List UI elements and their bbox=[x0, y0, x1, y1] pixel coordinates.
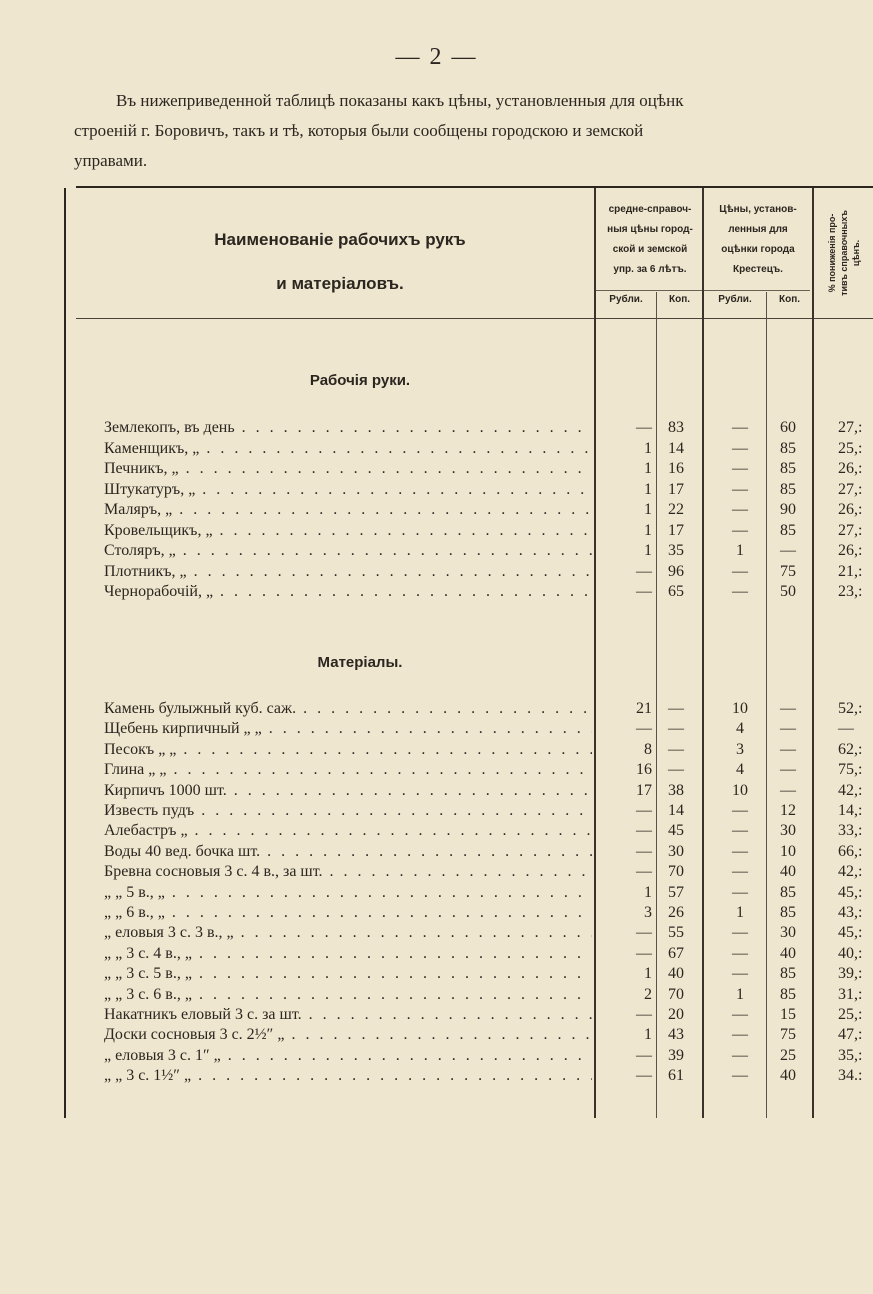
pct-reduction: 34.: bbox=[838, 1067, 863, 1085]
name-column-header bbox=[150, 218, 530, 306]
est-rubles: — bbox=[732, 521, 748, 539]
table-row bbox=[0, 985, 873, 1005]
est-rubles: — bbox=[732, 822, 748, 840]
pct-reduction: 33,: bbox=[838, 822, 863, 840]
ref-rubles: 16 bbox=[636, 761, 652, 779]
table-row bbox=[0, 418, 873, 438]
est-kopecks: — bbox=[780, 700, 796, 717]
pct-reduction: 47,: bbox=[838, 1026, 863, 1044]
ref-rubles: 1 bbox=[644, 1026, 652, 1044]
ref-rubles: — bbox=[636, 863, 652, 881]
ref-kopecks: 43 bbox=[668, 1026, 684, 1044]
pct-reduction: 42,: bbox=[838, 781, 863, 799]
ref-kopecks: 61 bbox=[668, 1067, 684, 1085]
ref-kopecks: 17 bbox=[668, 521, 684, 539]
est-rubles: — bbox=[732, 1067, 748, 1085]
ref-rubles: — bbox=[636, 583, 652, 600]
est-kopecks: 40 bbox=[780, 1067, 796, 1085]
est-rubles: — bbox=[732, 501, 748, 518]
item-name: Щебень кирпичный „ „ . . . bbox=[104, 719, 592, 739]
item-name: Доски сосновыя 3 с. 2½″ „ . . . bbox=[104, 1025, 592, 1045]
intro-line-2: строеній г. Боровичъ, такъ и тѣ, которыя были сообщены городскою и земской bbox=[74, 121, 644, 140]
est-rubles: — bbox=[732, 802, 748, 819]
item-name: Известь пудъ . . . bbox=[104, 801, 592, 821]
est-rubles: — bbox=[732, 944, 748, 962]
pct-reduction: 39,: bbox=[838, 965, 863, 983]
intro-paragraph bbox=[74, 86, 869, 176]
pct-reduction: 75,: bbox=[838, 761, 863, 779]
est-kopecks: 25 bbox=[780, 1046, 796, 1064]
pct-header-l2: тивъ справочныхъ bbox=[839, 210, 849, 296]
est-kopecks: — bbox=[780, 781, 796, 799]
ref-kopecks: — bbox=[668, 700, 684, 717]
ref-kopecks: 57 bbox=[668, 883, 684, 901]
item-name: Глина „ „ . . . bbox=[104, 760, 592, 780]
item-name: „ „ 6 в., „ . . . bbox=[104, 903, 592, 923]
pct-reduction: 66,: bbox=[838, 842, 863, 860]
item-name: Чернорабочій, „ . . . bbox=[104, 582, 592, 602]
est-rubles: — bbox=[732, 460, 748, 477]
ref-rubles: 1 bbox=[644, 480, 652, 498]
est-rubles: — bbox=[732, 583, 748, 600]
ref-kopecks: 20 bbox=[668, 1006, 684, 1023]
ref-price-header bbox=[598, 200, 702, 280]
item-name: Кровельщикъ, „ . . . bbox=[104, 521, 592, 541]
ref-kopecks: 96 bbox=[668, 562, 684, 580]
est-header-l3: оцѣнки города bbox=[721, 244, 795, 255]
est-kopecks: — bbox=[780, 542, 796, 559]
est-kopecks: 85 bbox=[780, 965, 796, 983]
table-row bbox=[0, 582, 873, 602]
subhead-rub-est: Рубли. bbox=[718, 294, 752, 305]
ref-kopecks: 14 bbox=[668, 439, 684, 457]
item-name: „ еловыя 3 с. 1″ „ . . . bbox=[104, 1046, 592, 1066]
est-header-l4: Крестецъ. bbox=[733, 264, 783, 275]
item-name: „ „ 3 с. 6 в., „ . . . bbox=[104, 985, 592, 1005]
pct-reduction: 45,: bbox=[838, 924, 863, 942]
section-title-labor: Рабочія руки. bbox=[309, 372, 411, 389]
est-rubles: — bbox=[732, 562, 748, 580]
table-row bbox=[0, 842, 873, 862]
est-rubles: — bbox=[732, 419, 748, 436]
item-name: Бревна сосновыя 3 с. 4 в., за шт. . . . bbox=[104, 862, 592, 882]
table-row bbox=[0, 459, 873, 479]
pct-reduction: 35,: bbox=[838, 1046, 863, 1064]
ref-rubles: 1 bbox=[644, 965, 652, 983]
pct-header-l3: цѣнъ. bbox=[851, 239, 861, 267]
est-rubles: 4 bbox=[736, 720, 744, 738]
est-kopecks: 40 bbox=[780, 863, 796, 881]
table-row bbox=[0, 1046, 873, 1066]
est-kopecks: 90 bbox=[780, 501, 796, 518]
page-number: — 2 — bbox=[395, 44, 478, 70]
ref-header-l1: средне-справоч- bbox=[608, 204, 692, 215]
ref-rubles: 21 bbox=[636, 700, 652, 717]
pct-reduction: 27,: bbox=[838, 521, 863, 539]
ref-rubles: 17 bbox=[636, 781, 652, 799]
section-title-materials: Матеріалы. bbox=[317, 654, 403, 671]
ref-rubles: — bbox=[636, 802, 652, 819]
pct-reduction: 27,: bbox=[838, 419, 863, 436]
table-row bbox=[0, 964, 873, 984]
intro-line-3: управами. bbox=[74, 151, 148, 170]
item-name: Плотникъ, „ . . . bbox=[104, 562, 592, 582]
table-row bbox=[0, 1025, 873, 1045]
pct-reduction: 26,: bbox=[838, 460, 863, 477]
table-row bbox=[0, 699, 873, 719]
pct-reduction: 27,: bbox=[838, 480, 863, 498]
ref-header-l3: ской и земской bbox=[612, 244, 688, 255]
table-row bbox=[0, 562, 873, 582]
ref-rubles: — bbox=[636, 822, 652, 840]
pct-reduction: 43,: bbox=[838, 904, 863, 921]
ref-kopecks: 17 bbox=[668, 480, 684, 498]
ref-kopecks: 83 bbox=[668, 419, 684, 436]
item-name: Камень булыжный куб. саж. . . . bbox=[104, 699, 592, 719]
table-header-rule bbox=[76, 318, 873, 319]
est-rubles: 10 bbox=[732, 700, 748, 717]
item-name: „ „ 3 с. 4 в., „ . . . bbox=[104, 944, 592, 964]
pct-reduction: 40,: bbox=[838, 944, 863, 962]
pct-reduction: 26,: bbox=[838, 501, 863, 518]
ref-rubles: — bbox=[636, 720, 652, 738]
table-row bbox=[0, 760, 873, 780]
ref-kopecks: 22 bbox=[668, 501, 684, 518]
est-kopecks: 85 bbox=[780, 904, 796, 921]
table-row bbox=[0, 883, 873, 903]
table-row bbox=[0, 480, 873, 500]
ref-kopecks: — bbox=[668, 720, 684, 738]
table-row bbox=[0, 541, 873, 561]
item-name: Воды 40 вед. бочка шт. . . . bbox=[104, 842, 592, 862]
item-name: Алебастръ „ . . . bbox=[104, 821, 592, 841]
est-header-l1: Цѣны, установ- bbox=[719, 204, 797, 215]
ref-kopecks: 65 bbox=[668, 583, 684, 600]
item-name: Каменщикъ, „ . . . bbox=[104, 439, 592, 459]
est-rubles: — bbox=[732, 1006, 748, 1023]
est-kopecks: 30 bbox=[780, 822, 796, 840]
ref-kopecks: 55 bbox=[668, 924, 684, 942]
ref-kopecks: 30 bbox=[668, 842, 684, 860]
table-top-rule bbox=[76, 186, 873, 188]
est-rubles: — bbox=[732, 883, 748, 901]
table-row bbox=[0, 500, 873, 520]
item-name: Песокъ „ „ . . . bbox=[104, 740, 592, 760]
est-rubles: 10 bbox=[732, 781, 748, 799]
ref-kopecks: 39 bbox=[668, 1046, 684, 1064]
table-row bbox=[0, 862, 873, 882]
est-kopecks: 40 bbox=[780, 944, 796, 962]
ref-rubles: 1 bbox=[644, 542, 652, 559]
ref-kopecks: 40 bbox=[668, 965, 684, 983]
pct-header-l1: % пониженія про- bbox=[827, 213, 837, 293]
item-name: Печникъ, „ . . . bbox=[104, 459, 592, 479]
pct-reduction: 25,: bbox=[838, 1006, 863, 1023]
pct-reduction: 21,: bbox=[838, 562, 863, 580]
est-header-l2: ленныя для bbox=[728, 224, 788, 235]
name-header-line-1: Наименованіе рабочихъ рукъ bbox=[214, 230, 466, 249]
est-rubles: — bbox=[732, 924, 748, 942]
ref-kopecks: — bbox=[668, 761, 684, 779]
subhead-kop-est: Коп. bbox=[778, 294, 801, 305]
table-row bbox=[0, 740, 873, 760]
ref-kopecks: 70 bbox=[668, 985, 684, 1003]
ref-kopecks: 14 bbox=[668, 802, 684, 819]
est-rubles: 3 bbox=[736, 740, 744, 758]
pct-reduction: 25,: bbox=[838, 439, 863, 457]
est-kopecks: 85 bbox=[780, 985, 796, 1003]
est-rubles: — bbox=[732, 965, 748, 983]
pct-reduction: 23,: bbox=[838, 583, 863, 600]
ref-rubles: — bbox=[636, 842, 652, 860]
table-row bbox=[0, 944, 873, 964]
est-kopecks: 10 bbox=[780, 842, 796, 860]
ref-rubles: — bbox=[636, 1046, 652, 1064]
pct-reduction: 42,: bbox=[838, 863, 863, 881]
ref-kopecks: 45 bbox=[668, 822, 684, 840]
ref-kopecks: 70 bbox=[668, 863, 684, 881]
ref-rubles: — bbox=[636, 924, 652, 942]
table-row bbox=[0, 439, 873, 459]
item-name: Маляръ, „ . . . bbox=[104, 500, 592, 520]
table-row bbox=[0, 1066, 873, 1086]
item-name: „ „ 3 с. 5 в., „ . . . bbox=[104, 964, 592, 984]
pct-reduction-header bbox=[818, 192, 870, 314]
pct-reduction: 14,: bbox=[838, 802, 863, 819]
subhead-kop-ref: Коп. bbox=[668, 294, 691, 305]
item-name: Кирпичъ 1000 шт. . . . bbox=[104, 781, 592, 801]
ref-kopecks: 26 bbox=[668, 904, 684, 921]
table-row bbox=[0, 719, 873, 739]
ref-rubles: 1 bbox=[644, 460, 652, 477]
est-rubles: 1 bbox=[736, 904, 744, 921]
table-row bbox=[0, 923, 873, 943]
ref-rubles: 1 bbox=[644, 883, 652, 901]
pct-reduction: 26,: bbox=[838, 542, 863, 559]
est-rubles: — bbox=[732, 439, 748, 457]
item-name: Землекопъ, въ день . . . bbox=[104, 418, 592, 438]
est-kopecks: 85 bbox=[780, 883, 796, 901]
ref-header-l2: ныя цѣны город- bbox=[607, 224, 693, 235]
est-kopecks: 30 bbox=[780, 924, 796, 942]
pct-reduction: 31,: bbox=[838, 985, 863, 1003]
est-rubles: — bbox=[732, 1026, 748, 1044]
est-rubles: 4 bbox=[736, 761, 744, 779]
est-rubles: 1 bbox=[736, 542, 744, 559]
name-header-line-2: и матеріаловъ. bbox=[276, 274, 404, 293]
table-row bbox=[0, 903, 873, 923]
est-kopecks: 85 bbox=[780, 460, 796, 477]
ref-rubles: — bbox=[636, 944, 652, 962]
est-rubles: — bbox=[732, 842, 748, 860]
est-kopecks: 50 bbox=[780, 583, 796, 600]
ref-kopecks: 67 bbox=[668, 944, 684, 962]
est-kopecks: 85 bbox=[780, 439, 796, 457]
table-row bbox=[0, 1005, 873, 1025]
ref-rubles: 1 bbox=[644, 501, 652, 518]
est-rubles: 1 bbox=[736, 985, 744, 1003]
est-rubles: — bbox=[732, 863, 748, 881]
item-name: Штукатуръ, „ . . . bbox=[104, 480, 592, 500]
est-kopecks: 60 bbox=[780, 419, 796, 436]
ref-rubles: — bbox=[636, 562, 652, 580]
ref-rubles: 3 bbox=[644, 904, 652, 921]
table-row bbox=[0, 521, 873, 541]
item-name: „ еловыя 3 с. 3 в., „ . . . bbox=[104, 923, 592, 943]
pct-reduction: 45,: bbox=[838, 883, 863, 901]
ref-header-l4: упр. за 6 лѣтъ. bbox=[613, 264, 687, 275]
item-name: „ „ 5 в., „ . . . bbox=[104, 883, 592, 903]
ref-rubles: 8 bbox=[644, 740, 652, 758]
item-name: Столяръ, „ . . . bbox=[104, 541, 592, 561]
intro-line-1: Въ нижеприведенной таблицѣ показаны какъ цѣны, установленныя для оцѣнк bbox=[116, 91, 684, 110]
ref-kopecks: 35 bbox=[668, 542, 684, 559]
est-kopecks: 15 bbox=[780, 1006, 796, 1023]
pct-reduction: 52,: bbox=[838, 700, 863, 717]
ref-rubles: — bbox=[636, 419, 652, 436]
est-price-header bbox=[706, 200, 810, 280]
est-kopecks: 75 bbox=[780, 1026, 796, 1044]
ref-kopecks: 16 bbox=[668, 460, 684, 477]
pct-reduction: — bbox=[838, 720, 854, 738]
est-kopecks: — bbox=[780, 720, 796, 738]
subhead-rub-ref: Рубли. bbox=[609, 294, 643, 305]
table-row bbox=[0, 821, 873, 841]
est-kopecks: — bbox=[780, 761, 796, 779]
ref-rubles: 1 bbox=[644, 521, 652, 539]
item-name: „ „ 3 с. 1½″ „ . . . bbox=[104, 1066, 592, 1086]
item-name: Накатникъ еловый 3 с. за шт. . . . bbox=[104, 1005, 592, 1025]
ref-kopecks: 38 bbox=[668, 781, 684, 799]
ref-rubles: — bbox=[636, 1006, 652, 1023]
pct-reduction: 62,: bbox=[838, 740, 863, 758]
est-rubles: — bbox=[732, 1046, 748, 1064]
est-rubles: — bbox=[732, 480, 748, 498]
est-kopecks: 12 bbox=[780, 802, 796, 819]
est-kopecks: 75 bbox=[780, 562, 796, 580]
est-kopecks: 85 bbox=[780, 480, 796, 498]
ref-kopecks: — bbox=[668, 740, 684, 758]
table-row bbox=[0, 801, 873, 821]
est-kopecks: 85 bbox=[780, 521, 796, 539]
est-kopecks: — bbox=[780, 740, 796, 758]
ref-rubles: 2 bbox=[644, 985, 652, 1003]
table-row bbox=[0, 781, 873, 801]
ref-rubles: — bbox=[636, 1067, 652, 1085]
ref-rubles: 1 bbox=[644, 439, 652, 457]
